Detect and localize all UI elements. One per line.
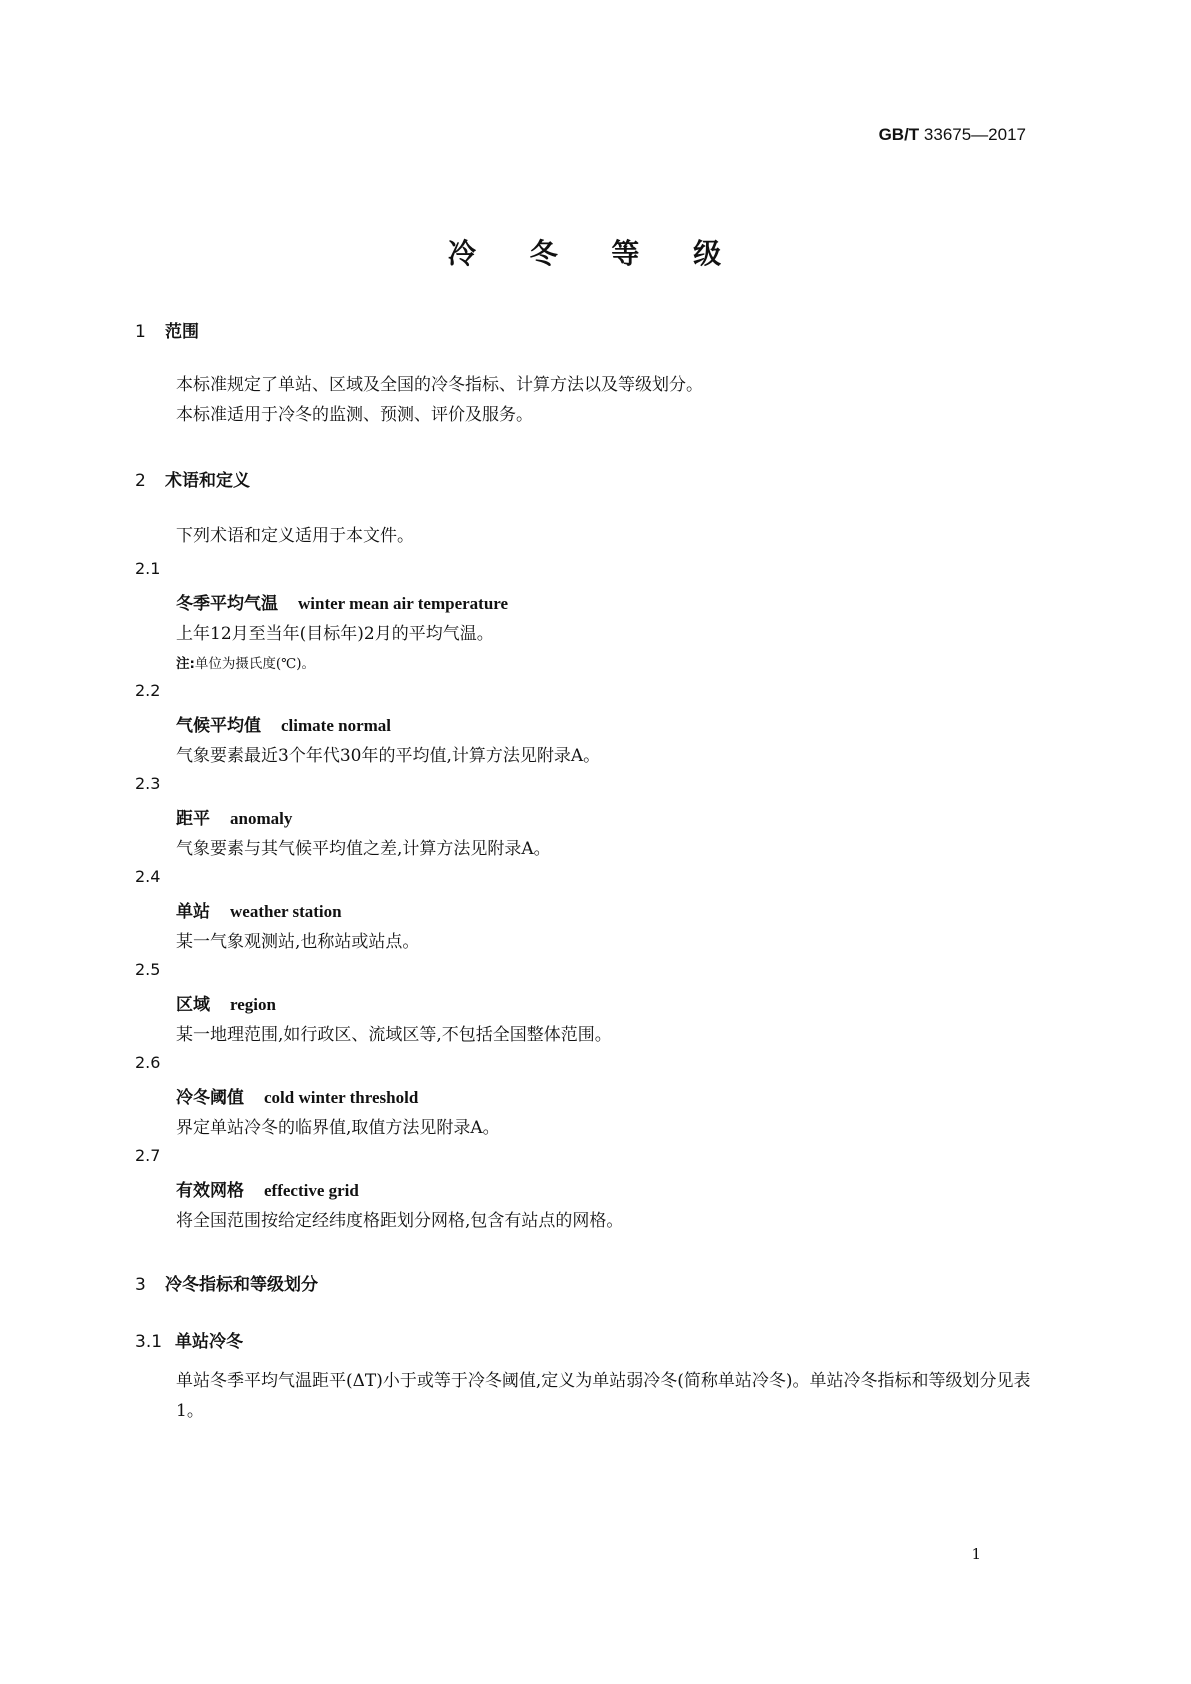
clause-number: 2.5 (135, 960, 161, 979)
section-heading-1: 1 范围 (135, 322, 199, 342)
term-entry: 气候平均值 climate normal (176, 716, 391, 736)
term-definition: 气象要素与其气候平均值之差,计算方法见附录A。 (176, 839, 551, 859)
paragraph: 本标准规定了单站、区域及全国的冷冬指标、计算方法以及等级划分。 (176, 375, 703, 395)
term-entry: 单站 weather station (176, 902, 342, 922)
term-definition: 界定单站冷冬的临界值,取值方法见附录A。 (176, 1118, 500, 1138)
paragraph: 单站冬季平均气温距平(ΔT)小于或等于冷冬阈值,定义为单站弱冷冬(简称单站冷冬)。单站冷冬指标和等级划分见表1。 (176, 1371, 1031, 1421)
subsection-heading-3-1: 3.1 单站冷冬 (135, 1332, 243, 1352)
term-entry: 冬季平均气温 winter mean air temperature (176, 594, 509, 614)
clause-number: 2.3 (135, 774, 161, 793)
clause-number: 2.1 (135, 559, 161, 578)
document-title: 冷 冬 等 级 (447, 237, 744, 270)
term-definition: 某一地理范围,如行政区、流域区等,不包括全国整体范围。 (176, 1025, 612, 1045)
term-definition: 气象要素最近3个年代30年的平均值,计算方法见附录A。 (176, 746, 601, 766)
page-number: 1 (971, 1545, 981, 1563)
term-note: 注:单位为摄氏度(℃)。 (176, 656, 316, 672)
term-entry: 冷冬阈值 cold winter threshold (176, 1088, 419, 1108)
paragraph: 下列术语和定义适用于本文件。 (176, 526, 414, 546)
clause-number: 2.2 (135, 681, 161, 700)
term-entry: 区域 region (176, 995, 276, 1015)
term-entry: 距平 anomaly (176, 809, 293, 829)
term-entry: 有效网格 effective grid (176, 1181, 359, 1201)
term-definition: 某一气象观测站,也称站或站点。 (176, 932, 420, 952)
clause-number: 2.4 (135, 867, 161, 886)
section-heading-3: 3 冷冬指标和等级划分 (135, 1275, 318, 1295)
standard-code: GB/T 33675—2017 (878, 125, 1026, 144)
term-definition: 将全国范围按给定经纬度格距划分网格,包含有站点的网格。 (176, 1211, 624, 1231)
clause-number: 2.6 (135, 1053, 161, 1072)
section-heading-2: 2 术语和定义 (135, 471, 250, 491)
paragraph: 本标准适用于冷冬的监测、预测、评价及服务。 (176, 405, 533, 425)
clause-number: 2.7 (135, 1146, 161, 1165)
term-definition: 上年12月至当年(目标年)2月的平均气温。 (176, 624, 494, 644)
